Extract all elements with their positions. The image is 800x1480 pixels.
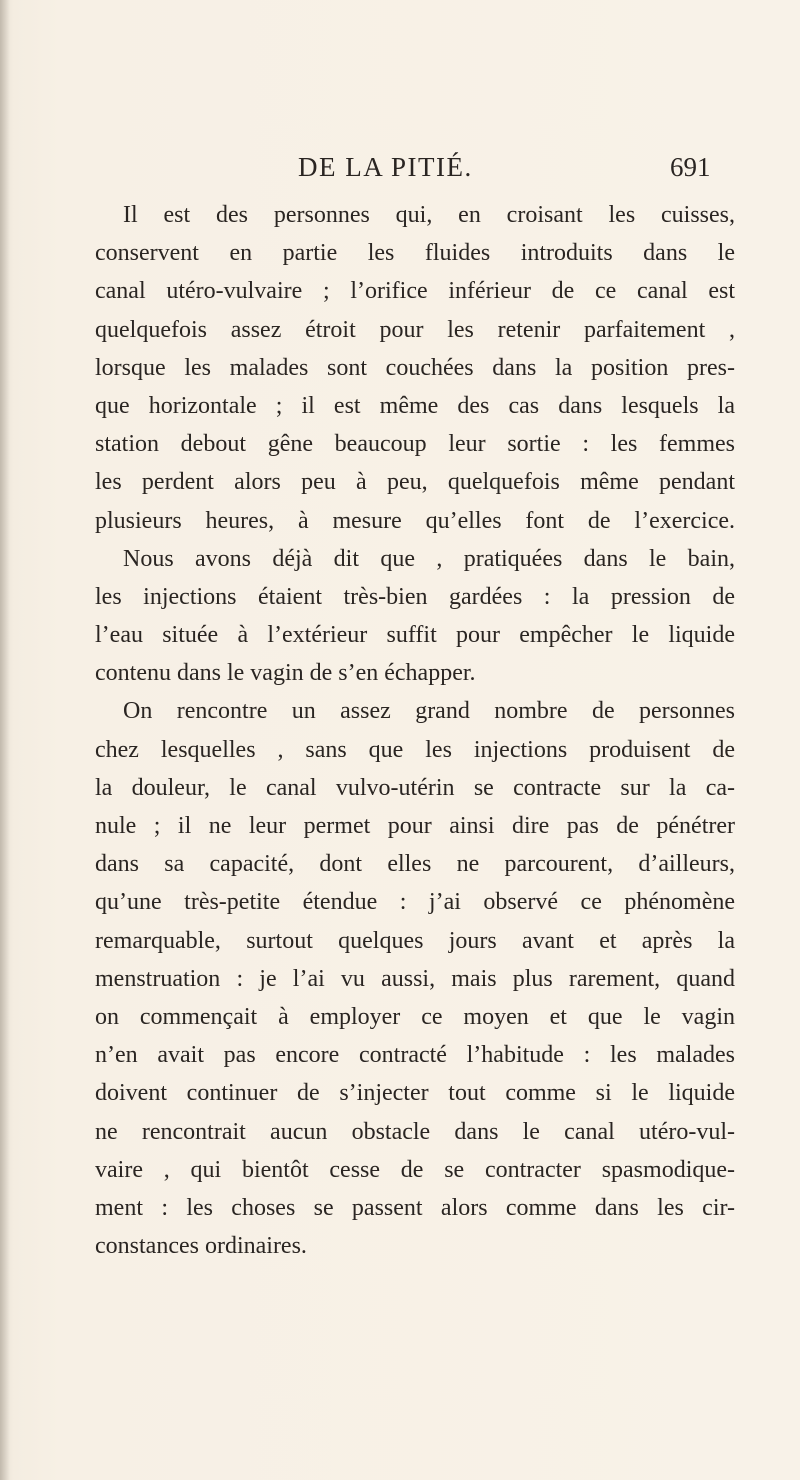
text-line: n’en avait pas encore contracté l’habitude : les malades xyxy=(95,1042,735,1069)
text-line: nule ; il ne leur permet pour ainsi dire pas de pénétrer xyxy=(95,813,735,839)
text-line: contenu dans le vagin de s’en échapper. xyxy=(95,660,476,687)
text-line: l’eau située à l’extérieur suffit pour empêcher le liquide xyxy=(95,622,735,649)
text-line: ne rencontrait aucun obstacle dans le canal utéro-vul- xyxy=(95,1118,735,1145)
text-line: Il est des personnes qui, en croisant les cuisses, xyxy=(123,202,735,228)
text-line: dans sa capacité, dont elles ne parcourent, d’ailleurs, xyxy=(95,851,735,878)
text-line: vaire , qui bientôt cesse de se contracter spasmodique- xyxy=(95,1156,735,1183)
text-line: remarquable, surtout quelques jours avant et après la xyxy=(95,927,735,954)
text-line: chez lesquelles , sans que les injections produisent de xyxy=(95,736,735,763)
text-line: lorsque les malades sont couchées dans la position pres- xyxy=(95,354,735,381)
text-line: les perdent alors peu à peu, quelquefois même pendant xyxy=(95,469,735,496)
text-line: On rencontre un assez grand nombre de personnes xyxy=(123,698,735,725)
text-line: menstruation : je l’ai vu aussi, mais plus rarement, quand xyxy=(95,965,735,992)
page-edge-shadow xyxy=(0,0,10,1480)
text-line: quelquefois assez étroit pour les retenir parfaitement , xyxy=(95,316,735,343)
text-line: station debout gêne beaucoup leur sortie : les femmes xyxy=(95,431,735,458)
page-number: 691 xyxy=(670,152,711,182)
text-line: plusieurs heures, à mesure qu’elles font de l’exercice. xyxy=(95,507,735,534)
running-head xyxy=(0,152,800,186)
text-line: conservent en partie les fluides introduits dans le xyxy=(95,240,735,267)
running-head-title: DE LA PITIÉ. xyxy=(298,152,473,182)
text-line: constances ordinaires. xyxy=(95,1233,307,1260)
text-line: la douleur, le canal vulvo-utérin se contracte sur la ca- xyxy=(95,774,735,801)
text-line: doivent continuer de s’injecter tout comme si le liquide xyxy=(95,1080,735,1107)
text-line: canal utéro-vulvaire ; l’orifice inférieur de ce canal est xyxy=(95,278,735,305)
text-line: les injections étaient très-bien gardées : la pression de xyxy=(95,583,735,610)
text-line: qu’une très-petite étendue : j’ai observé ce phénomène xyxy=(95,889,735,916)
text-line: Nous avons déjà dit que , pratiquées dans le bain, xyxy=(123,545,735,572)
body-text xyxy=(95,196,735,1265)
text-line: que horizontale ; il est même des cas dans lesquels la xyxy=(95,392,735,419)
text-line: on commençait à employer ce moyen et que le vagin xyxy=(95,1003,735,1030)
text-line: ment : les choses se passent alors comme dans les cir- xyxy=(95,1194,735,1221)
